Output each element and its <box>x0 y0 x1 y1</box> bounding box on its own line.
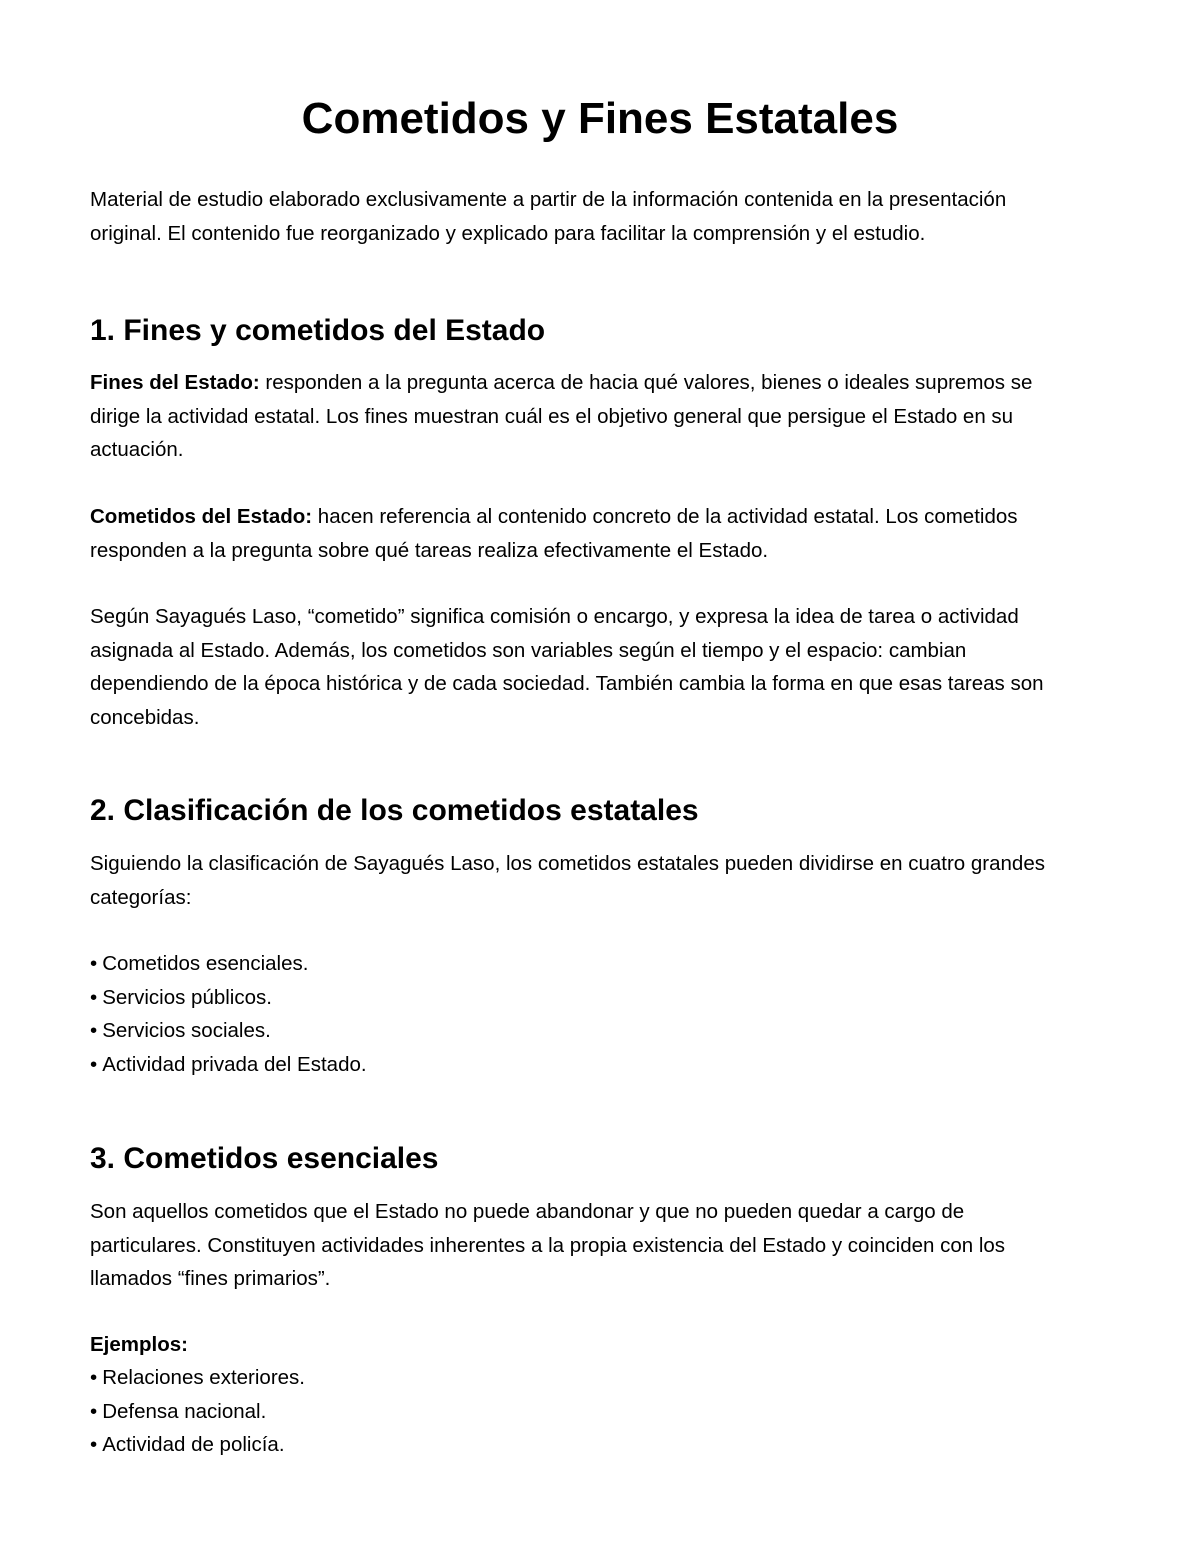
bullet-icon: • <box>90 1366 98 1389</box>
sayagues-line-3: dependiendo de la época histórica y de cada sociedad. También cambia la forma en que esas tareas son <box>90 672 1044 695</box>
classification-line-2: categorías: <box>90 885 192 909</box>
fines-line-2: dirige la actividad estatal. Los fines muestran cuál es el objetivo general que persigue el Estado en su <box>90 404 1014 428</box>
cometidos-paragraph <box>90 500 1120 567</box>
section-3-heading: 3. Cometidos esenciales <box>90 1142 439 1175</box>
bullet-icon: • <box>90 1433 98 1456</box>
classification-list <box>90 947 1120 1081</box>
fines-paragraph <box>90 366 1120 467</box>
section-2-heading: 2. Clasificación de los cometidos estatales <box>90 794 699 827</box>
list-item: • Cometidos esenciales. <box>90 952 309 975</box>
esenciales-paragraph <box>90 1195 1120 1296</box>
classification-line-1: Siguiendo la clasificación de Sayagués Laso, los cometidos estatales pueden dividirse en cuatro grandes <box>90 852 1045 875</box>
sayagues-paragraph <box>90 600 1120 734</box>
bullet-icon: • <box>90 1052 98 1076</box>
fines-line-1: responden a la pregunta acerca de hacia qué valores, bienes o ideales supremos se <box>259 371 1033 394</box>
list-item: • Actividad privada del Estado. <box>90 1052 367 1076</box>
examples-list <box>90 1361 1120 1462</box>
list-item: • Defensa nacional. <box>90 1399 267 1423</box>
list-item: • Relaciones exteriores. <box>90 1366 306 1389</box>
intro-line-2: original. El contenido fue reorganizado y explicado para facilitar la comprensión y el estudio. <box>90 221 926 245</box>
cometidos-term: Cometidos del Estado: <box>90 505 313 528</box>
document-title: Cometidos y Fines Estatales <box>301 94 899 143</box>
bullet-icon: • <box>90 1399 98 1423</box>
esenciales-line-1: Son aquellos cometidos que el Estado no puede abandonar y que no pueden quedar a cargo de <box>90 1200 965 1223</box>
bullet-icon: • <box>90 985 98 1009</box>
sayagues-line-2: asignada al Estado. Además, los cometidos son variables según el tiempo y el espacio: cambian <box>90 638 967 662</box>
list-item: • Actividad de policía. <box>90 1433 285 1456</box>
esenciales-line-2: particulares. Constituyen actividades inherentes a la propia existencia del Estado y coinciden con los <box>90 1233 1006 1257</box>
bullet-icon: • <box>90 1019 98 1042</box>
examples-label: Ejemplos: <box>90 1333 188 1356</box>
bullet-icon: • <box>90 952 98 975</box>
intro-line-1: Material de estudio elaborado exclusivamente a partir de la información contenida en la presentación <box>90 188 1007 211</box>
list-item: • Servicios públicos. <box>90 985 272 1009</box>
section-1-heading: 1. Fines y cometidos del Estado <box>90 314 546 347</box>
cometidos-line-1: hacen referencia al contenido concreto de la actividad estatal. Los cometidos <box>312 505 1018 528</box>
sayagues-line-4: concebidas. <box>90 705 200 729</box>
fines-line-3: actuación. <box>90 438 184 461</box>
intro-paragraph <box>90 183 1120 250</box>
list-item: • Servicios sociales. <box>90 1019 271 1042</box>
sayagues-line-1: Según Sayagués Laso, “cometido” significa comisión o encargo, y expresa la idea de tarea o actividad <box>90 605 1019 628</box>
cometidos-line-2: responden a la pregunta sobre qué tareas realiza efectivamente el Estado. <box>90 538 769 562</box>
fines-term: Fines del Estado: <box>90 371 260 394</box>
classification-intro <box>90 847 1120 914</box>
esenciales-line-3: llamados “fines primarios”. <box>90 1267 331 1290</box>
